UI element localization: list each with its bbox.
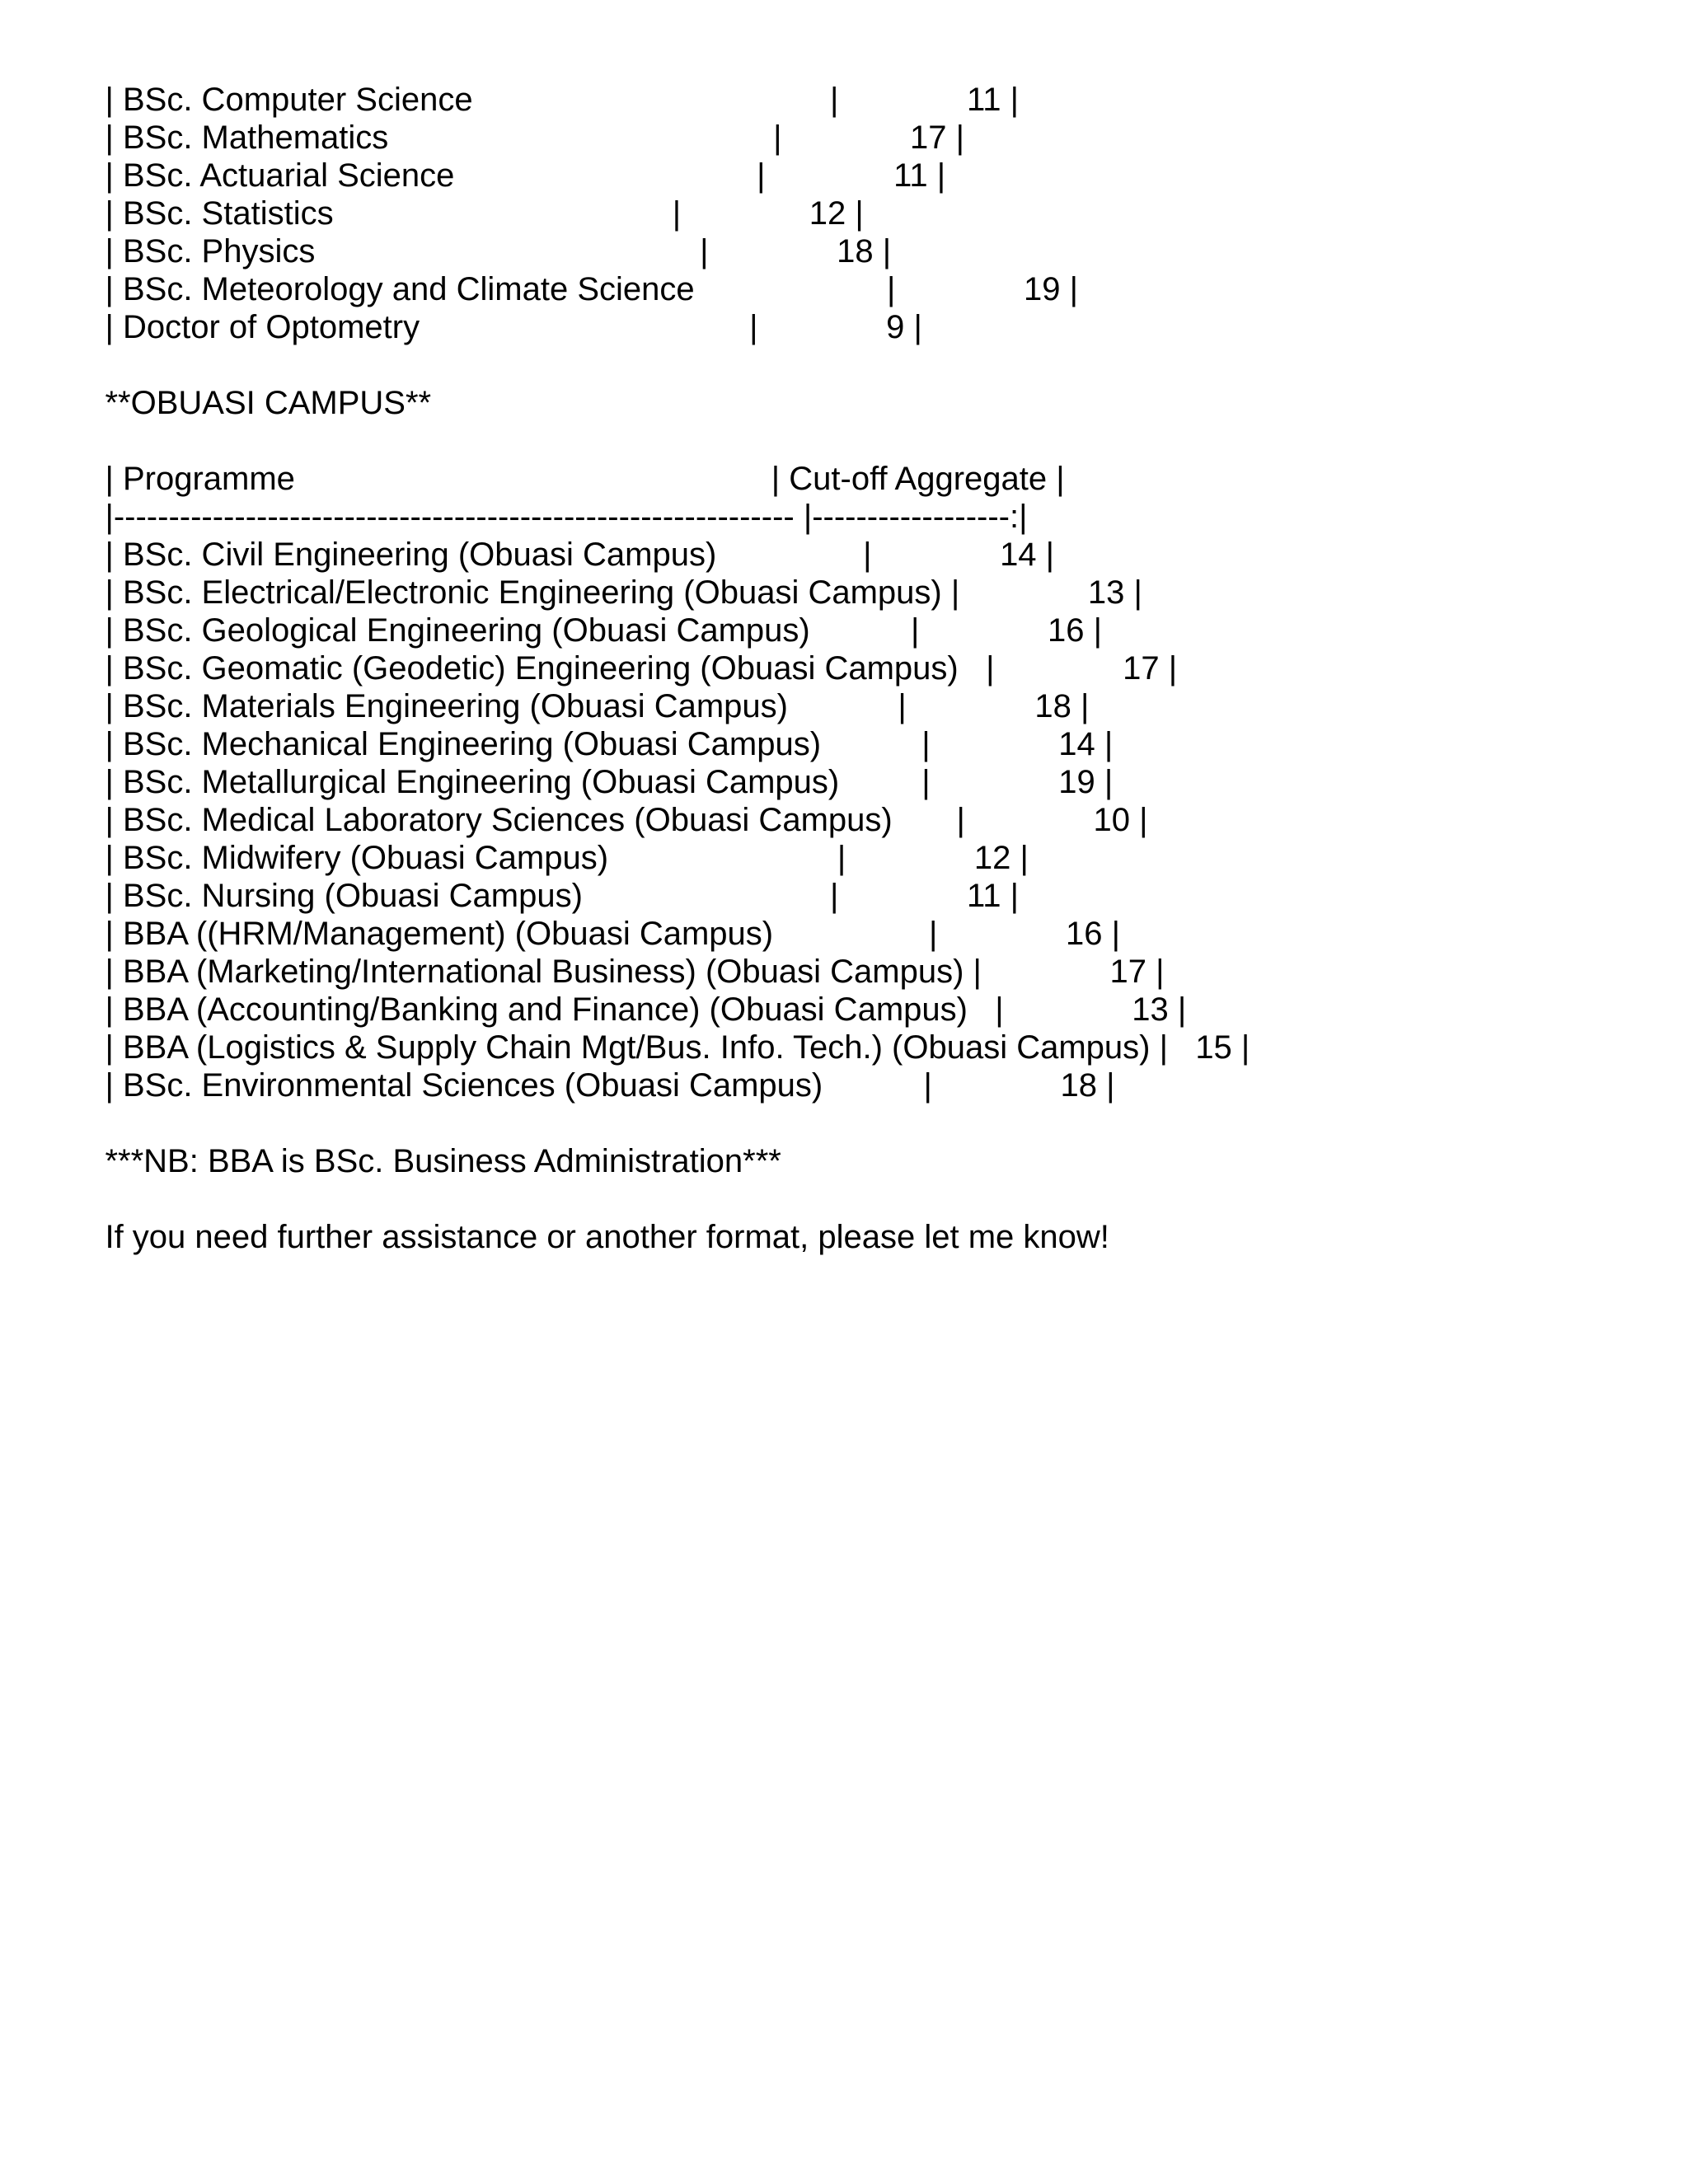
programme-name: BSc. Physics [122, 233, 316, 269]
table-row [68, 536, 1142, 611]
row-end: | [1084, 612, 1102, 649]
spacing [420, 309, 749, 345]
row-end: | [1095, 764, 1114, 800]
closing-text: If you need further assistance or another format, please let me know! [105, 1219, 1109, 1255]
column-separator: | [773, 120, 782, 156]
row-prefix: | [105, 233, 123, 269]
spacing [1168, 1029, 1195, 1066]
table-row [68, 763, 1148, 838]
row-end: | [1095, 726, 1114, 762]
cutoff-value: 18 [1034, 688, 1071, 724]
row-end: | [1146, 954, 1165, 990]
note-line [68, 1104, 781, 1179]
table-row [68, 81, 965, 156]
row-prefix: | [105, 537, 123, 573]
programme-name: BSc. Midwifery (Obuasi Campus) [122, 840, 609, 876]
row-prefix: | [105, 195, 123, 232]
row-end: | [1096, 1067, 1115, 1104]
table-row [68, 877, 1121, 952]
programme-name: BSc. Geomatic (Geodetic) Engineering (Obuasi Campus) [122, 650, 959, 687]
row-end: | [1010, 840, 1029, 876]
row-prefix: | [105, 1029, 123, 1066]
row-prefix: | [105, 764, 123, 800]
table-row [68, 1029, 1115, 1104]
column-separator: | [973, 954, 982, 990]
table-row [68, 232, 1079, 307]
table-row [68, 687, 1114, 762]
cutoff-value: 18 [837, 233, 874, 269]
row-end: | [1060, 271, 1079, 307]
programme-name: Doctor of Optometry [122, 309, 420, 345]
closing-line [68, 1180, 1109, 1255]
row-prefix: | [105, 688, 123, 724]
row-end: | [1102, 916, 1121, 952]
column-separator: | [700, 233, 709, 269]
row-prefix: | [105, 82, 123, 118]
column-separator: | [749, 309, 758, 345]
row-prefix: | [105, 612, 123, 649]
table-header [68, 422, 1065, 497]
row-end: | [904, 309, 922, 345]
column-separator: | [923, 1067, 932, 1104]
column-separator: | [830, 82, 839, 118]
column-separator: | [1159, 1029, 1168, 1066]
row-prefix: | [105, 954, 123, 990]
programme-name: BSc. Mechanical Engineering (Obuasi Campus) [122, 726, 822, 762]
row-prefix: | [105, 1067, 123, 1104]
programme-name: BSc. Civil Engineering (Obuasi Campus) [122, 537, 717, 573]
programme-name: BSc. Electrical/Electronic Engineering (Obuasi Campus) [122, 574, 942, 611]
table-row [68, 574, 1102, 649]
cutoff-value: 9 [886, 309, 905, 345]
row-end: | [1124, 574, 1142, 611]
cutoff-value: 19 [1058, 764, 1095, 800]
column-separator: | [830, 878, 839, 914]
programme-name: BSc. Nursing (Obuasi Campus) [122, 878, 583, 914]
programme-name: BSc. Medical Laboratory Sciences (Obuasi Campus) [122, 802, 893, 838]
row-end: | [927, 157, 946, 194]
row-end: | [1168, 991, 1187, 1028]
cutoff-value: 17 [1123, 650, 1160, 687]
column-separator: | [921, 726, 931, 762]
spacing [823, 1067, 923, 1104]
cutoff-value: 12 [973, 840, 1011, 876]
programme-name: BSc. Materials Engineering (Obuasi Campus) [122, 688, 788, 724]
column-separator: | [929, 916, 938, 952]
table-row [68, 612, 1178, 687]
column-separator: | [887, 271, 896, 307]
table-row [68, 915, 1165, 990]
row-prefix: | [105, 309, 123, 345]
row-prefix: | [105, 574, 123, 611]
programme-name: BBA ((HRM/Management) (Obuasi Campus) [122, 916, 774, 952]
campus-heading-text: **OBUASI CAMPUS** [105, 385, 432, 421]
column-separator: | [757, 157, 766, 194]
row-prefix: | [105, 991, 123, 1028]
programme-name: BSc. Mathematics [122, 120, 389, 156]
programme-name: BSc. Environmental Sciences (Obuasi Campus) [122, 1067, 823, 1104]
spacing [932, 1067, 1061, 1104]
programme-name: BSc. Computer Science [122, 82, 473, 118]
table-divider [68, 460, 1028, 535]
cutoff-value: 19 [1024, 271, 1061, 307]
cutoff-value: 11 [893, 157, 928, 194]
row-end: | [1129, 802, 1148, 838]
cutoff-value: 17 [1109, 954, 1147, 990]
cutoff-value: 14 [1000, 537, 1037, 573]
programme-name: BSc. Meteorology and Climate Science [122, 271, 695, 307]
programme-name: BSc. Geological Engineering (Obuasi Campus) [122, 612, 810, 649]
table-row [68, 953, 1187, 1028]
cutoff-value: 14 [1058, 726, 1095, 762]
cutoff-value: 15 [1195, 1029, 1232, 1066]
column-separator: | [986, 650, 995, 687]
column-separator: | [956, 802, 965, 838]
spacing [758, 309, 887, 345]
section-heading [68, 346, 432, 421]
programme-name: BBA (Logistics & Supply Chain Mgt/Bus. Info. Tech.) (Obuasi Campus) [122, 1029, 1151, 1066]
row-end: | [873, 233, 892, 269]
table-row [68, 270, 922, 345]
table-row [68, 839, 1020, 914]
table-header-text: | Programme | Cut-off Aggregate | [105, 461, 1065, 497]
cutoff-value: 11 [966, 878, 1001, 914]
row-prefix: | [105, 802, 123, 838]
cutoff-value: 18 [1060, 1067, 1097, 1104]
table-row [68, 498, 1055, 573]
programme-name: BSc. Statistics [122, 195, 334, 232]
programme-name: BBA (Accounting/Banking and Finance) (Obuasi Campus) [122, 991, 968, 1028]
cutoff-value: 12 [809, 195, 846, 232]
row-prefix: | [105, 271, 123, 307]
table-row [68, 725, 1114, 800]
row-prefix: | [105, 840, 123, 876]
table-row [68, 991, 1250, 1066]
row-prefix: | [105, 157, 123, 194]
row-end: | [1159, 650, 1178, 687]
column-separator: | [995, 991, 1004, 1028]
column-separator: | [863, 537, 872, 573]
column-separator: | [672, 195, 682, 232]
spacing [1150, 1029, 1159, 1066]
column-separator: | [910, 612, 920, 649]
column-separator: | [898, 688, 907, 724]
cutoff-value: 16 [1047, 612, 1085, 649]
row-prefix: | [105, 878, 123, 914]
cutoff-value: 13 [1132, 991, 1169, 1028]
note-text: ***NB: BBA is BSc. Business Administration*** [105, 1143, 781, 1179]
column-separator: | [837, 840, 846, 876]
programme-name: BSc. Actuarial Science [122, 157, 455, 194]
table-row [68, 43, 1020, 118]
row-end: | [1001, 878, 1020, 914]
row-end: | [1036, 537, 1055, 573]
cutoff-value: 17 [910, 120, 947, 156]
row-end: | [1001, 82, 1020, 118]
table-row [68, 119, 946, 194]
cutoff-value: 16 [1066, 916, 1103, 952]
column-separator: | [950, 574, 960, 611]
programme-name: BSc. Metallurgical Engineering (Obuasi Campus) [122, 764, 840, 800]
cutoff-value: 13 [1087, 574, 1125, 611]
row-prefix: | [105, 650, 123, 687]
table-row [68, 801, 1029, 876]
table-row [68, 157, 864, 232]
row-prefix: | [105, 120, 123, 156]
row-end: | [1071, 688, 1090, 724]
row-end: | [846, 195, 864, 232]
row-end: | [946, 120, 965, 156]
programme-name: BBA (Marketing/International Business) (Obuasi Campus) [122, 954, 964, 990]
table-row [68, 649, 1090, 724]
row-prefix: | [105, 916, 123, 952]
column-separator: | [921, 764, 931, 800]
row-prefix: | [105, 726, 123, 762]
row-end: | [1231, 1029, 1250, 1066]
table-row [68, 194, 892, 269]
table-divider-text: |-------------------------------------------------------------- |------------------:| [105, 499, 1028, 535]
cutoff-value: 10 [1093, 802, 1130, 838]
cutoff-value: 11 [967, 82, 1001, 118]
